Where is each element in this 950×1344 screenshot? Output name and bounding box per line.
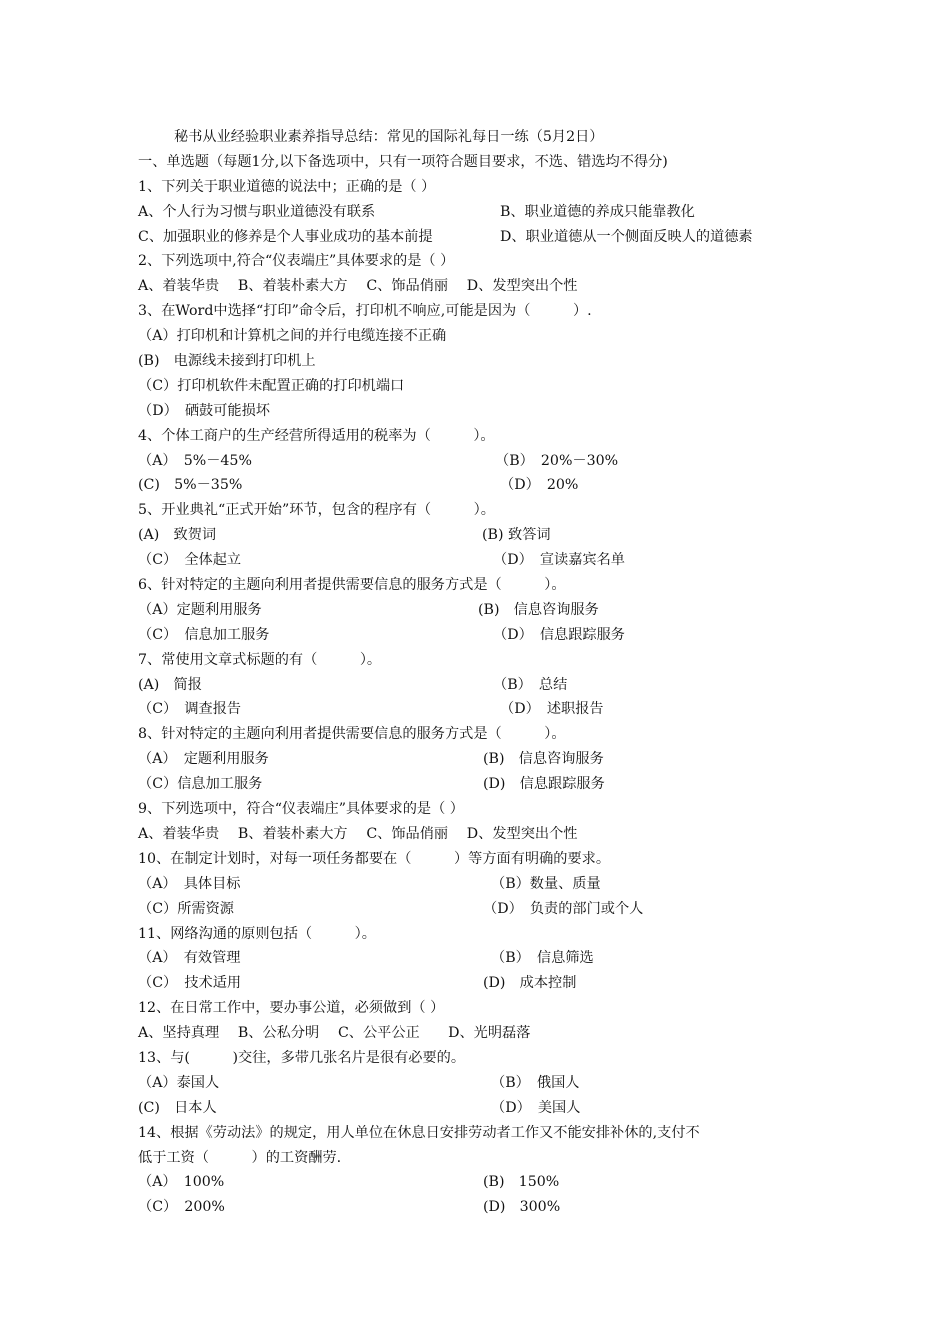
option-row xyxy=(138,1195,838,1220)
question-stem: 3、在Word中选择“打印”命令后，打印机不响应,可能是因为（ ）. xyxy=(138,303,592,320)
option-right: （D） 信息跟踪服务 xyxy=(493,626,625,643)
option-row xyxy=(138,349,838,374)
option-row xyxy=(138,897,838,922)
question-stem-continued: 低于工资（ ）的工资酬劳. xyxy=(138,1149,342,1166)
option-left: （C） 全体起立 xyxy=(138,552,242,569)
document-page xyxy=(138,125,838,1220)
question-list xyxy=(138,175,838,1220)
question-stem: 13、与( )交往，多带几张名片是很有必要的。 xyxy=(138,1049,466,1066)
option-right: (B) 致答词 xyxy=(482,527,551,544)
option-left: （A）定题利用服务 xyxy=(138,601,262,618)
option-row xyxy=(138,399,838,424)
option-right: （B） 总结 xyxy=(493,676,568,693)
option-row xyxy=(138,473,838,498)
option-row xyxy=(138,697,838,722)
option-row xyxy=(138,225,838,250)
option-left: A、个人行为习惯与职业道德没有联系 xyxy=(138,203,376,220)
option-left: (A) 简报 xyxy=(138,676,202,693)
option-left: （C）所需资源 xyxy=(138,900,234,917)
option-row xyxy=(138,822,838,847)
option-left: (B) 电源线未接到打印机上 xyxy=(138,353,316,370)
option-row xyxy=(138,523,838,548)
option-right: D、职业道德从一个侧面反映人的道德素 xyxy=(500,228,753,245)
option-left: C、加强职业的修养是个人事业成功的基本前提 xyxy=(138,228,433,245)
option-left: (C) 日本人 xyxy=(138,1099,217,1116)
option-row xyxy=(138,200,838,225)
option-right: (B) 信息咨询服务 xyxy=(478,601,599,618)
option-right: （B）数量、质量 xyxy=(491,875,601,892)
option-row xyxy=(138,449,838,474)
question-stem: 1、下列关于职业道德的说法中；正确的是（ ） xyxy=(138,178,436,195)
option-row xyxy=(138,772,838,797)
option-row xyxy=(138,374,838,399)
question-stem: 11、网络沟通的原则包括（ ）。 xyxy=(138,925,376,942)
question-stem: 12、在日常工作中，要办事公道，必须做到（ ） xyxy=(138,1000,445,1017)
option-right: （D） 宣读嘉宾名单 xyxy=(493,552,625,569)
question-stem: 6、针对特定的主题向利用者提供需要信息的服务方式是（ ）。 xyxy=(138,577,566,594)
option-row xyxy=(138,274,838,299)
option-right: (D) 信息跟踪服务 xyxy=(483,776,605,793)
option-left: (A) 致贺词 xyxy=(138,527,217,544)
option-left: （A） 定题利用服务 xyxy=(138,751,269,768)
option-right: B、职业道德的养成只能靠教化 xyxy=(500,203,695,220)
option-left: （A） 有效管理 xyxy=(138,950,241,967)
option-right: （B） 信息筛选 xyxy=(491,950,594,967)
option-left: （D） 硒鼓可能损坏 xyxy=(138,402,270,419)
option-right: (B) 150% xyxy=(483,1174,560,1191)
option-left: （C） 技术适用 xyxy=(138,975,242,992)
option-left: （A） 100% xyxy=(138,1174,225,1191)
option-right: (D) 成本控制 xyxy=(483,975,577,992)
option-row xyxy=(138,747,838,772)
option-left: A、坚持真理 B、公私分明 C、公平公正 D、光明磊落 xyxy=(138,1025,531,1042)
option-left: (C) 5%－35% xyxy=(138,477,243,494)
option-row xyxy=(138,623,838,648)
option-right: （B） 20%－30% xyxy=(495,452,619,469)
option-left: （A）打印机和计算机之间的并行电缆连接不正确 xyxy=(138,328,447,345)
option-right: (B) 信息咨询服务 xyxy=(483,751,604,768)
option-row xyxy=(138,598,838,623)
option-left: （C）信息加工服务 xyxy=(138,776,263,793)
option-row xyxy=(138,1071,838,1096)
question-stem: 9、下列选项中，符合“仪表端庄”具体要求的是（ ） xyxy=(138,801,464,818)
option-left: （C） 200% xyxy=(138,1199,225,1216)
option-left: （C）打印机软件未配置正确的打印机端口 xyxy=(138,377,405,394)
option-left: （A） 5%－45% xyxy=(138,452,252,469)
option-left: （C） 信息加工服务 xyxy=(138,626,270,643)
option-left: （A） 具体目标 xyxy=(138,875,241,892)
section-heading: 一、单选题（每题1分,以下备选项中，只有一项符合题目要求，不选、错选均不得分) xyxy=(138,153,668,170)
option-row xyxy=(138,971,838,996)
option-right: （D） 美国人 xyxy=(491,1099,581,1116)
option-row xyxy=(138,548,838,573)
question-stem: 4、个体工商户的生产经营所得适用的税率为（ ）。 xyxy=(138,427,495,444)
question-stem: 5、开业典礼“正式开始”环节，包含的程序有（ ）。 xyxy=(138,502,495,519)
question-stem: 14、根据《劳动法》的规定，用人单位在休息日安排劳动者工作又不能安排补休的,支付不 xyxy=(138,1124,700,1141)
option-row xyxy=(138,1170,838,1195)
option-right: （D） 述职报告 xyxy=(500,701,604,718)
option-row xyxy=(138,324,838,349)
page-title: 秘书从业经验职业素养指导总结：常见的国际礼每日一练（5月2日） xyxy=(174,129,604,145)
question-stem: 8、针对特定的主题向利用者提供需要信息的服务方式是（ ）。 xyxy=(138,726,566,743)
option-row xyxy=(138,1021,838,1046)
option-left: A、着装华贵 B、着装朴素大方 C、饰品俏丽 D、发型突出个性 xyxy=(138,278,578,295)
option-row xyxy=(138,946,838,971)
option-row xyxy=(138,673,838,698)
option-right: （B） 俄国人 xyxy=(491,1074,580,1091)
question-stem: 7、常使用文章式标题的有（ ）。 xyxy=(138,651,382,668)
option-right: （D） 负责的部门或个人 xyxy=(483,900,644,917)
option-left: A、着装华贵 B、着装朴素大方 C、饰品俏丽 D、发型突出个性 xyxy=(138,825,578,842)
option-right: (D) 300% xyxy=(483,1199,561,1216)
question-stem: 10、在制定计划时，对每一项任务都要在（ ）等方面有明确的要求。 xyxy=(138,850,611,867)
option-left: （C） 调查报告 xyxy=(138,701,242,718)
option-left: （A）泰国人 xyxy=(138,1074,220,1091)
option-row xyxy=(138,1096,838,1121)
option-row xyxy=(138,872,838,897)
question-stem: 2、下列选项中,符合“仪表端庄”具体要求的是（ ） xyxy=(138,253,455,270)
option-right: （D） 20% xyxy=(500,477,579,494)
